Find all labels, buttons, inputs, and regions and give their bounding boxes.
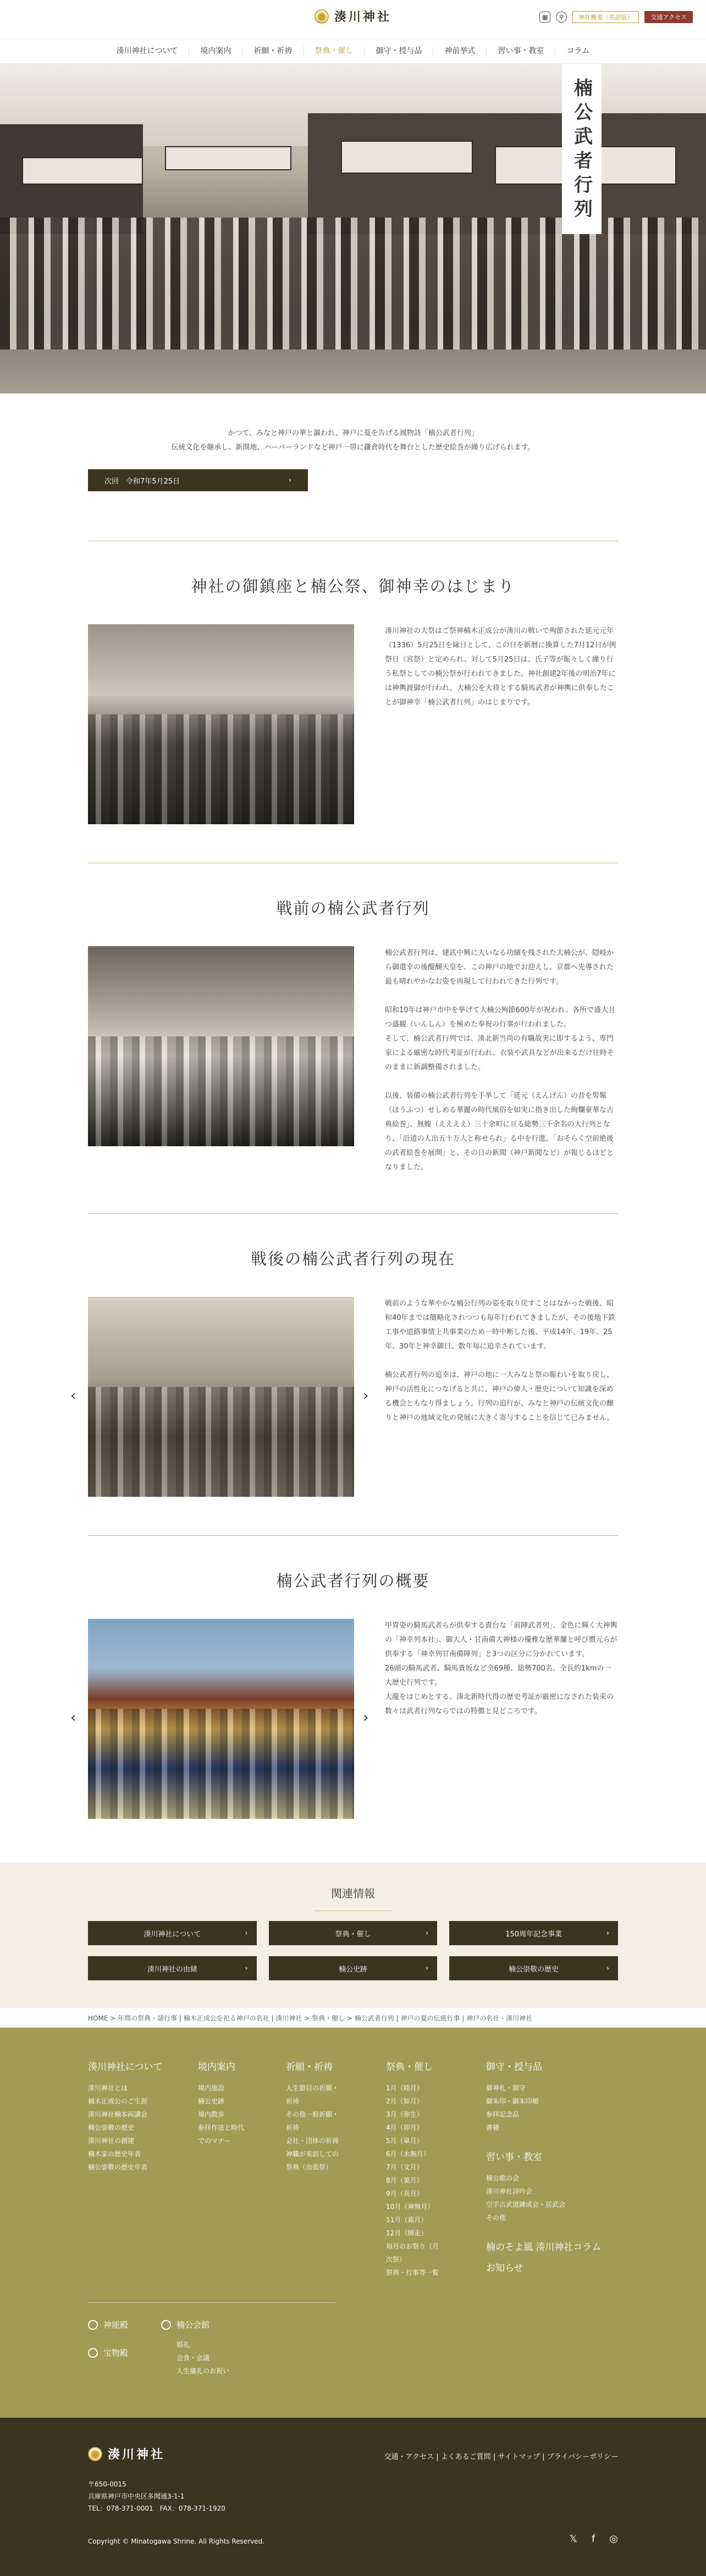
carousel-next-icon[interactable]: › xyxy=(363,1387,369,1404)
footer-link[interactable]: 毎月のお祭り（月 xyxy=(386,2242,439,2250)
site-header xyxy=(0,0,706,64)
related-info xyxy=(0,1863,706,2008)
footer-link[interactable]: 境内施設 xyxy=(198,2084,225,2092)
section-title: 戦前の楠公武者行列 xyxy=(276,899,430,918)
hero-road xyxy=(0,349,706,393)
footer-link[interactable]: 4月（卯月） xyxy=(386,2124,423,2131)
related-button[interactable] xyxy=(269,1956,438,1980)
footer-link[interactable]: 空手古武道錬成会・居武会 xyxy=(486,2201,566,2208)
social-links xyxy=(569,2533,618,2545)
shrine-crest-icon xyxy=(88,2447,102,2461)
footer-link[interactable]: 11月（霜月） xyxy=(386,2216,428,2224)
nav-item-column[interactable]: コラム xyxy=(566,47,590,55)
footer-link[interactable]: 楠木正成公のご生涯 xyxy=(88,2097,148,2105)
hero-shop-sign xyxy=(341,141,473,174)
footer-col-grounds xyxy=(198,2061,286,2283)
section-photo xyxy=(88,624,354,824)
section-title: 楠公武者行列の概要 xyxy=(276,1572,430,1590)
crest-icon xyxy=(88,2320,98,2330)
footer-link[interactable]: でのマナー xyxy=(198,2137,231,2145)
footer-link[interactable]: 楠木家の歴史年表 xyxy=(88,2150,141,2158)
footer-link[interactable]: 6月（水無月） xyxy=(386,2150,430,2158)
section-paragraph: 楠公武者行列の追幸は、神戸の地に一大みなと祭の賑わいを取り戻し、神戸の活性化につなげると共に、神戸の偉人・歴史について知識を深める機会ともなり得ましょう。行列の追行が、みなと神戸の伝統文化の醸りと神戸の地域文化の発展に大きく寄与することを信じて已みません。 xyxy=(385,1371,614,1422)
footer-col-festivals xyxy=(386,2061,486,2283)
footer-link[interactable]: 12月（師走） xyxy=(386,2229,428,2237)
footer-link[interactable]: 祭典・行事等一覧 xyxy=(386,2269,439,2277)
chevron-right-icon: › xyxy=(288,476,291,485)
hero-shop-sign xyxy=(22,157,143,185)
footer-link[interactable]: 祭典（出張祭） xyxy=(286,2163,333,2171)
carousel-prev-icon[interactable]: ‹ xyxy=(70,1709,76,1726)
footer-link[interactable]: 御朱印・御朱印帳 xyxy=(486,2097,539,2105)
nav-item-prayer[interactable]: 祈願・祈祷 xyxy=(242,47,304,55)
footer-col-title[interactable]: 湊川神社について xyxy=(88,2062,163,2073)
section-paragraph: 甲冑姿の騎馬武者らが供奉する貴台な「前陣武者列」、金色に輝く大神輿の「神幸列本社」、御大人・甘南備大神様の優雅な歴華簾と呼び慣元らが供奉する「神幸列甘南備陣列」と3つの区分に分かれています。 26頭の騎馬武者、騎馬貴坂など全69種、総勢700名、全長約1kmの一大歴史行列です。 大龍をはじめとする、湊北新時代得の歴史考証が厳密になされた装束の数々は武者行列ならではの特徴と見どころです。 xyxy=(385,1622,617,1716)
access-button[interactable]: 交通アクセス xyxy=(644,11,693,23)
next-label: 次回 xyxy=(104,477,119,486)
footer-link[interactable]: 境内散歩 xyxy=(198,2111,225,2118)
related-button[interactable] xyxy=(269,1921,438,1945)
footer-link[interactable]: 御神札・御守 xyxy=(486,2084,526,2092)
related-title: 関連情報 xyxy=(331,1887,375,1900)
crest-icon xyxy=(161,2320,171,2330)
footer-link[interactable]: 3月（弥生） xyxy=(386,2111,423,2118)
next-date: 令和7年5月25日 xyxy=(126,477,180,486)
section-text xyxy=(385,1619,618,1819)
related-button-label: 湊川神社の由緒 xyxy=(147,1965,197,1974)
related-button[interactable] xyxy=(88,1921,257,1945)
footer-col-title[interactable]: 習い事・教室 xyxy=(486,2152,542,2163)
intro-line: かつて、みなと神戸の華と謳われ、神戸に夏を告げる風物詩「楠公武者行列」 xyxy=(228,429,478,437)
twitter-icon[interactable]: 𝕏 xyxy=(569,2533,577,2545)
related-button-label: 楠公史跡 xyxy=(338,1965,367,1974)
site-logo[interactable] xyxy=(315,8,391,25)
footer-link[interactable]: 8月（葉月） xyxy=(386,2177,423,2184)
footer-logo[interactable] xyxy=(88,2445,165,2462)
divider xyxy=(88,2302,335,2303)
chevron-right-icon: › xyxy=(426,1964,429,1973)
related-button[interactable] xyxy=(88,1956,257,1980)
search-icon[interactable]: ⚲ xyxy=(556,12,567,23)
footer-link[interactable]: 書籍 xyxy=(486,2124,500,2131)
related-button-label: 祭典・催し xyxy=(335,1930,371,1939)
facility-name: 楠公会館 xyxy=(176,2320,210,2330)
section-postwar xyxy=(70,1214,618,1535)
footer-col-about xyxy=(88,2061,198,2283)
breadcrumb[interactable]: HOME > 年間の祭典・諸行事 | 楠木正成公を祀る神戸の名社 | 湊川神社 > 祭典・催し > 楠公武者行列 | 神戸の夏の伝統行事 | 神戸の名社・湊川神社 xyxy=(88,2014,533,2022)
section-prewar xyxy=(88,863,618,1213)
chevron-right-icon: › xyxy=(245,1929,248,1937)
section-title: 神社の御鎮座と楠公祭、御神幸のはじまり xyxy=(191,577,515,596)
footer-col-title[interactable]: 御守・授与品 xyxy=(486,2062,542,2073)
footer-link[interactable]: 婚礼 xyxy=(176,2341,190,2349)
section-title: 戦後の楠公武者行列の現在 xyxy=(250,1250,455,1268)
english-button[interactable]: 神社概要（英語版） xyxy=(572,11,639,23)
related-button[interactable] xyxy=(449,1956,618,1980)
footer-link[interactable]: 祈祷 xyxy=(286,2097,300,2105)
section-photo xyxy=(88,946,354,1146)
logo-text: 湊川神社 xyxy=(108,2447,166,2462)
header-utilities xyxy=(539,11,693,23)
footer-link[interactable]: 人生儀礼のお祝い xyxy=(176,2367,230,2375)
footer-col-title[interactable]: 祈願・祈祷 xyxy=(286,2062,333,2073)
hero-procession xyxy=(0,218,706,371)
footer-address xyxy=(88,2478,225,2514)
page-title: 楠公武者行列 xyxy=(562,64,602,234)
footer-links[interactable]: 交通・アクセス | よくあるご質問 | サイトマップ | プライバシーポリシー xyxy=(384,2453,618,2461)
related-button[interactable] xyxy=(449,1921,618,1945)
hero-shop-sign xyxy=(165,146,291,170)
footer-link[interactable]: 参拝記念品 xyxy=(486,2111,520,2118)
footer-link[interactable]: その他一般祈願・ xyxy=(286,2111,339,2118)
next-event-bar[interactable] xyxy=(88,469,308,491)
footer-link[interactable]: 神職が来訪しての xyxy=(286,2150,339,2158)
carousel-next-icon[interactable]: › xyxy=(363,1709,369,1726)
footer-col-title[interactable]: 楠のそよ風 湊川神社コラム xyxy=(486,2242,602,2253)
footer-facilities xyxy=(88,2319,229,2378)
facility-link[interactable] xyxy=(88,2347,128,2358)
chevron-right-icon: › xyxy=(606,1964,609,1973)
facility-link[interactable] xyxy=(88,2319,128,2330)
section-paragraph: 湊川神社の大祭はご祭神楠木正成公が湊川の戦いで殉節された延元元年（1336）5月25日を縁日として、この日を新暦に換算した7月12日が例祭日（宮祭）と定められ、対して5月25日は、氏子等が賑々しく繰り行う私祭としての楠公祭が行われてきました。神社創建2年後の明治7年には神輿渡御が行われ、大楠公を大将とする騎馬武者が神輿に供奉したことが御神幸「楠公武者行列」のはじまりです。 xyxy=(385,627,616,707)
footer-link[interactable]: 湊川神社の創建 xyxy=(88,2137,135,2145)
footer-col-title[interactable]: 境内案内 xyxy=(198,2062,235,2073)
header-topbar xyxy=(0,0,706,38)
footer-col-title[interactable]: お知らせ xyxy=(486,2263,523,2274)
intro-line: 伝統文化を継承し、新開地、ハーバーランドなど神戸一帯に鎌倉時代を舞台とした歴史絵巻が繰り広げられます。 xyxy=(171,443,535,452)
postal-code: 〒650-0015 xyxy=(88,2480,126,2488)
section-paragraph: 戦前のような華やかな楠公行列の姿を取り戻すことはなかった戦後、昭和40年までは簡略化されつつも毎年行われてきましたが、その後地下鉄工事や道路事情上共事業のため一時中断した後、平成14年、19年、25年、30年と神幸御日、数年毎に追幸されています。 xyxy=(385,1300,616,1351)
related-button-label: 湊川神社について xyxy=(144,1930,201,1939)
related-button-label: 楠公崇敬の歴史 xyxy=(509,1965,559,1974)
footer-link[interactable]: 祈祷 xyxy=(286,2124,300,2131)
section-paragraph: 以後、装備の楠公武者行列を手挙して「延元（えんげん）の昔を髣髴（ほうふつ）せしめる華麗の時代風俗を如実に指き出した絢爛豪華な古典絵巻」、無蝮（ええええ）三十余町に亘る総勢三千余名の大行列となり、「沿道の人出五十万人と称せられ」る中を行進。「おそらく空前絶後の武者絵巻を展開」と、その日の新聞（神戸新聞など）が報じるほどとなりました。 xyxy=(385,1092,614,1172)
facebook-icon[interactable]: f xyxy=(591,2533,595,2545)
footer-link[interactable]: 楠公史跡 xyxy=(198,2097,225,2105)
footer-col-title[interactable]: 祭典・催し xyxy=(386,2062,433,2073)
crest-icon xyxy=(88,2348,98,2358)
section-photo xyxy=(88,1619,354,1819)
nav-item-wedding[interactable]: 神前挙式 xyxy=(433,47,487,55)
footer-link[interactable]: 楠公崇敬の歴史年表 xyxy=(88,2163,148,2171)
logo-text: 湊川神社 xyxy=(334,10,392,24)
facility-link[interactable] xyxy=(161,2319,229,2330)
chevron-right-icon: › xyxy=(606,1929,609,1937)
nav-item-classes[interactable]: 習い事・教室 xyxy=(487,47,555,55)
intro xyxy=(0,393,706,455)
footer-link[interactable]: 湊川神社とは xyxy=(88,2084,128,2092)
section-text xyxy=(385,946,618,1175)
instagram-icon[interactable]: ◎ xyxy=(609,2533,618,2545)
footer-link[interactable]: 会社・団体の祈祷 xyxy=(286,2137,339,2145)
section-photo xyxy=(88,1297,354,1497)
footer-link[interactable]: 楠公歌の会 xyxy=(486,2174,520,2182)
calendar-icon[interactable]: ▦ xyxy=(539,12,550,23)
footer-link[interactable]: 湊川神社詩吟会 xyxy=(486,2188,533,2195)
footer-link[interactable]: 1月（睦月） xyxy=(386,2084,423,2092)
footer-col-prayer xyxy=(286,2061,386,2283)
footer-col-amulets xyxy=(486,2061,618,2283)
chevron-right-icon: › xyxy=(426,1929,429,1937)
nav-item-about[interactable]: 湊川神社について xyxy=(106,47,190,55)
global-nav xyxy=(0,38,706,64)
section-paragraph: 楠公武者行列は、建武中興に大いなる功績を残された大楠公が、隠岐から御還幸の後醍醐天皇を、この神戸の地でお迎えし、京都へ先導された最も晴れやかなお姿を再現して行われてきた行列です。 xyxy=(385,949,614,986)
section-text xyxy=(385,1297,618,1497)
footer-link[interactable]: 参拝作法と時代 xyxy=(198,2124,245,2131)
nav-item-festivals[interactable]: 祭典・催し xyxy=(304,47,365,55)
footer-nav xyxy=(0,2028,706,2418)
copyright: Copyright © Minatogawa Shrine. All Rights Reserved. xyxy=(88,2538,265,2545)
section-text xyxy=(385,624,618,824)
section-origin xyxy=(88,541,618,863)
phone: TEL：078-371-0001 FAX：078-371-1920 xyxy=(88,2505,225,2512)
section-paragraph: 昭和10年は神戸市中を挙げて大楠公殉節600年が祝われ、各所で盛大且つ盛観（いんしん）を極めた奉祝の行事が行われました。 そして、楠公武者行列では、湊北新当尚の有職故実に即するよう、専門家による厳密な時代考証が行われ、衣装や武具などが出来るだけ往時そのままに新調整備されました。 xyxy=(385,1006,616,1072)
footer-link[interactable]: 会食・会議 xyxy=(176,2354,210,2362)
footer-link[interactable]: 楠公崇敬の歴史 xyxy=(88,2124,135,2131)
footer-link[interactable]: 人生節目の祈願・ xyxy=(286,2084,339,2092)
facility-name: 神能殿 xyxy=(103,2320,129,2330)
facility-name: 宝物殿 xyxy=(103,2348,129,2358)
footer-link[interactable]: 9月（長月） xyxy=(386,2190,423,2197)
related-button-label: 150周年記念事業 xyxy=(505,1930,562,1939)
carousel-prev-icon[interactable]: ‹ xyxy=(70,1387,76,1404)
next-event-text xyxy=(104,475,180,486)
section-overview xyxy=(70,1536,618,1857)
nav-item-grounds[interactable]: 境内案内 xyxy=(189,47,242,55)
address: 兵庫県神戸市中央区多聞通3-1-1 xyxy=(88,2492,185,2500)
footer-link[interactable]: その他 xyxy=(486,2214,506,2222)
footer-link[interactable]: 湊川神社楠本両講会 xyxy=(88,2111,148,2118)
footer-link[interactable]: 2月（如月） xyxy=(386,2097,423,2105)
footer-bottom xyxy=(0,2418,706,2576)
footer-link[interactable]: 次祭） xyxy=(386,2256,406,2263)
footer-link[interactable]: 10月（神無月） xyxy=(386,2203,434,2211)
hero-image xyxy=(0,64,706,393)
shrine-crest-icon xyxy=(315,9,329,24)
footer-link[interactable]: 7月（文月） xyxy=(386,2163,423,2171)
footer-link[interactable]: 5月（皐月） xyxy=(386,2137,423,2145)
chevron-right-icon: › xyxy=(245,1964,248,1973)
nav-item-amulets[interactable]: 御守・授与品 xyxy=(365,47,433,55)
